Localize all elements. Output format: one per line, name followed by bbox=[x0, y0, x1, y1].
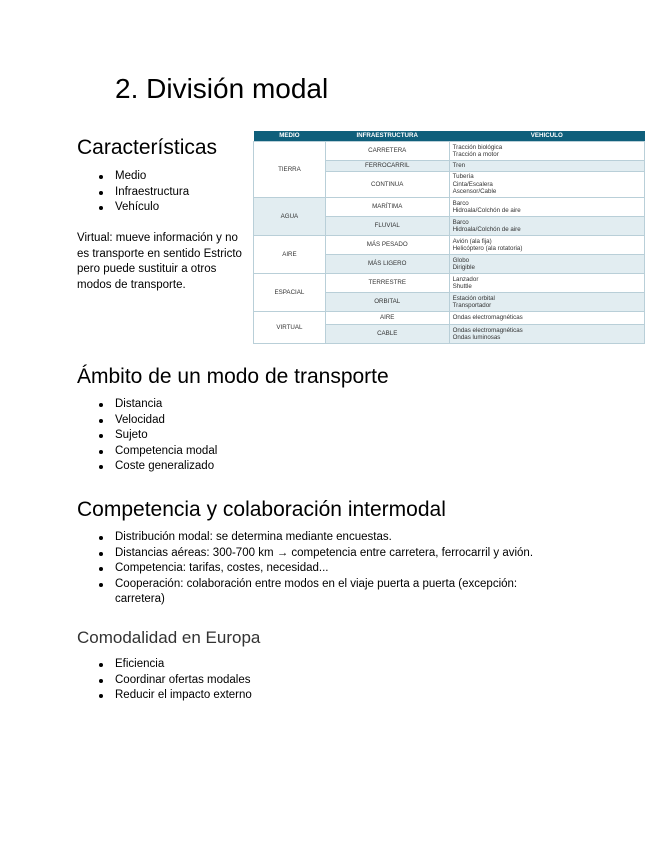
table-row bbox=[254, 142, 645, 161]
list-comodalidad bbox=[77, 657, 477, 704]
table-header-cell: INFRAESTRUCTURA bbox=[325, 131, 449, 142]
list-item: Competencia: tarifas, costes, necesidad... bbox=[77, 561, 557, 577]
table-header-cell: MEDIO bbox=[254, 131, 326, 142]
table-cell-medio: VIRTUAL bbox=[254, 312, 326, 344]
table-cell-vehiculo: Ondas electromagnéticas Ondas luminosas bbox=[449, 325, 644, 344]
list-competencia bbox=[77, 530, 557, 608]
table-cell-infra: CARRETERA bbox=[325, 142, 449, 161]
table-cell-infra: FERROCARRIL bbox=[325, 161, 449, 172]
list-item: Reducir el impacto externo bbox=[77, 688, 477, 704]
list-item: Distancias aéreas: 300-700 km → competencia entre carretera, ferrocarril y avión. bbox=[77, 546, 557, 562]
list-item: Eficiencia bbox=[77, 657, 477, 673]
table-cell-infra: TERRESTRE bbox=[325, 274, 449, 293]
list-item: Vehículo bbox=[77, 200, 247, 216]
table-cell-infra: CONTINUA bbox=[325, 172, 449, 198]
table-row bbox=[254, 198, 645, 217]
table-header-row bbox=[254, 131, 645, 142]
table-cell-vehiculo: Ondas electromagnéticas bbox=[449, 312, 644, 325]
table-cell-vehiculo: Tracción biológica Tracción a motor bbox=[449, 142, 644, 161]
list-item: Distancia bbox=[77, 397, 577, 413]
section-heading-competencia: Competencia y colaboración intermodal bbox=[77, 498, 446, 521]
table-cell-vehiculo: Lanzador Shuttle bbox=[449, 274, 644, 293]
table-cell-vehiculo: Estación orbital Transportador bbox=[449, 293, 644, 312]
list-item: Coordinar ofertas modales bbox=[77, 673, 477, 689]
list-item: Coste generalizado bbox=[77, 459, 577, 475]
table-cell-vehiculo: Globo Dirigible bbox=[449, 255, 644, 274]
list-ambito bbox=[77, 397, 577, 475]
list-item: Infraestructura bbox=[77, 185, 247, 201]
table-cell-vehiculo: Avión (ala fija) Helicóptero (ala rotatoria) bbox=[449, 236, 644, 255]
list-item: Cooperación: colaboración entre modos en el viaje puerta a puerta (excepción: carretera) bbox=[77, 577, 557, 608]
table-cell-infra: MARÍTIMA bbox=[325, 198, 449, 217]
table-cell-vehiculo: Tubería Cinta/Escalera Ascensor/Cable bbox=[449, 172, 644, 198]
table-cell-medio: TIERRA bbox=[254, 142, 326, 198]
table-cell-infra: MÁS LIGERO bbox=[325, 255, 449, 274]
table-cell-infra: MÁS PESADO bbox=[325, 236, 449, 255]
section-heading-ambito: Ámbito de un modo de transporte bbox=[77, 365, 389, 388]
table-cell-infra: CABLE bbox=[325, 325, 449, 344]
list-item: Distribución modal: se determina mediante encuestas. bbox=[77, 530, 557, 546]
table-row bbox=[254, 312, 645, 325]
transport-modes-table bbox=[253, 131, 645, 344]
table-cell-vehiculo: Tren bbox=[449, 161, 644, 172]
table-cell-infra: ORBITAL bbox=[325, 293, 449, 312]
table-cell-infra: AIRE bbox=[325, 312, 449, 325]
virtual-note: Virtual: mueve información y no es transporte en sentido Estricto pero puede sustituir a otros modos de transporte. bbox=[77, 232, 242, 291]
table-cell-vehiculo: Barco Hidroala/Colchón de aire bbox=[449, 198, 644, 217]
table-cell-vehiculo: Barco Hidroala/Colchón de aire bbox=[449, 217, 644, 236]
section-heading-caracteristicas: Características bbox=[77, 136, 218, 159]
table-cell-medio: AIRE bbox=[254, 236, 326, 274]
list-caracteristicas bbox=[77, 169, 247, 216]
table-cell-infra: FLUVIAL bbox=[325, 217, 449, 236]
list-item: Medio bbox=[77, 169, 247, 185]
table-cell-medio: ESPACIAL bbox=[254, 274, 326, 312]
list-item: Velocidad bbox=[77, 413, 577, 429]
table-row bbox=[254, 236, 645, 255]
table-header-cell: VEHICULO bbox=[449, 131, 644, 142]
table-cell-medio: AGUA bbox=[254, 198, 326, 236]
section-heading-comodalidad: Comodalidad en Europa bbox=[77, 628, 261, 647]
page-title: 2. División modal bbox=[115, 73, 329, 104]
table-row bbox=[254, 274, 645, 293]
list-item: Sujeto bbox=[77, 428, 577, 444]
list-item: Competencia modal bbox=[77, 444, 577, 460]
